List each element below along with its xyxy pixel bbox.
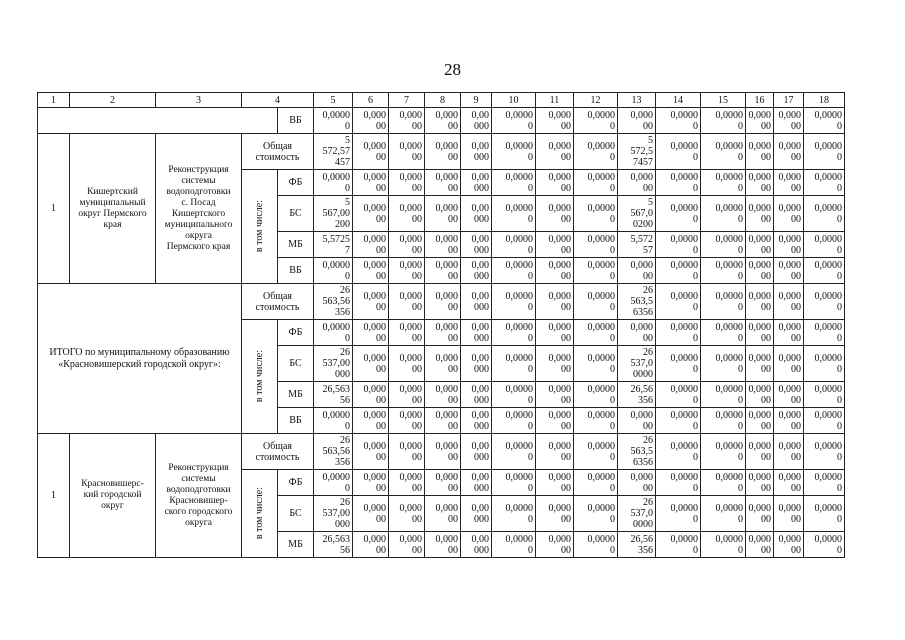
source-label: ФБ xyxy=(278,320,314,346)
col-header: 1 xyxy=(38,93,70,108)
including-label: в том числе: xyxy=(242,170,278,284)
source-label: БС xyxy=(278,346,314,382)
row-number: 1 xyxy=(38,434,70,558)
value-cell: 26 563,5 6356 xyxy=(618,434,656,470)
including-label: в том числе: xyxy=(242,470,278,558)
value-cell: 5,5725 7 xyxy=(314,232,353,258)
value-cell: 0,0000 0 xyxy=(574,258,618,284)
value-cell: 0,0000 0 xyxy=(492,532,536,558)
value-cell: 0,000 00 xyxy=(618,470,656,496)
value-cell: 0,000 00 xyxy=(536,346,574,382)
value-cell: 0,0000 0 xyxy=(574,170,618,196)
value-cell: 0,0000 0 xyxy=(574,408,618,434)
col-header: 3 xyxy=(156,93,242,108)
value-cell: 0,0000 0 xyxy=(701,532,746,558)
project-name: Реконструкция системы водоподготовки с. Посад Кишертского муниципального округа Пермского края xyxy=(156,134,242,284)
budget-table xyxy=(37,92,845,558)
value-cell: 0,0000 0 xyxy=(314,470,353,496)
table-row xyxy=(38,434,845,470)
value-cell: 0,000 00 xyxy=(618,108,656,134)
value-cell: 0,000 00 xyxy=(746,382,774,408)
value-cell: 0,000 00 xyxy=(389,232,425,258)
value-cell: 0,0000 0 xyxy=(701,196,746,232)
value-cell: 26 537,00 000 xyxy=(314,496,353,532)
municipality-name: Красновишерс- кий городской округ xyxy=(70,434,156,558)
source-label: БС xyxy=(278,496,314,532)
value-cell: 0,0000 0 xyxy=(701,434,746,470)
value-cell: 0,000 00 xyxy=(746,196,774,232)
value-cell: 0,0000 0 xyxy=(804,108,845,134)
value-cell: 0,0000 0 xyxy=(804,258,845,284)
value-cell: 0,0000 0 xyxy=(701,408,746,434)
value-cell: 0,000 00 xyxy=(618,408,656,434)
value-cell: 0,00 000 xyxy=(461,258,492,284)
value-cell: 0,000 00 xyxy=(425,196,461,232)
value-cell: 0,00 000 xyxy=(461,382,492,408)
value-cell: 0,000 00 xyxy=(774,232,804,258)
col-header: 6 xyxy=(353,93,389,108)
source-label: ВБ xyxy=(278,108,314,134)
value-cell: 0,0000 0 xyxy=(701,134,746,170)
value-cell: 0,000 00 xyxy=(389,496,425,532)
value-cell: 0,000 00 xyxy=(536,284,574,320)
value-cell: 0,0000 0 xyxy=(574,346,618,382)
value-cell: 0,0000 0 xyxy=(804,434,845,470)
value-cell: 0,000 00 xyxy=(536,320,574,346)
value-cell: 0,0000 0 xyxy=(701,284,746,320)
value-cell: 0,000 00 xyxy=(746,170,774,196)
value-cell: 0,000 00 xyxy=(774,170,804,196)
value-cell: 5 567,0 0200 xyxy=(618,196,656,232)
value-cell: 0,000 00 xyxy=(774,382,804,408)
col-header: 4 xyxy=(242,93,314,108)
value-cell: 26 563,56 356 xyxy=(314,434,353,470)
value-cell: 0,000 00 xyxy=(774,196,804,232)
value-cell: 0,000 00 xyxy=(746,108,774,134)
value-cell: 0,000 00 xyxy=(536,382,574,408)
value-cell: 0,000 00 xyxy=(774,434,804,470)
value-cell: 26,563 56 xyxy=(314,382,353,408)
value-cell: 0,00 000 xyxy=(461,170,492,196)
value-cell: 0,000 00 xyxy=(536,258,574,284)
value-cell: 0,0000 0 xyxy=(701,170,746,196)
value-cell: 0,00 000 xyxy=(461,134,492,170)
value-cell: 0,000 00 xyxy=(746,232,774,258)
value-cell: 0,0000 0 xyxy=(656,108,701,134)
value-cell: 0,000 00 xyxy=(536,134,574,170)
value-cell: 0,000 00 xyxy=(536,196,574,232)
value-cell: 0,0000 0 xyxy=(804,284,845,320)
value-cell: 0,0000 0 xyxy=(804,320,845,346)
value-cell: 0,0000 0 xyxy=(492,382,536,408)
value-cell: 0,0000 0 xyxy=(492,434,536,470)
value-cell: 0,0000 0 xyxy=(656,382,701,408)
col-header: 18 xyxy=(804,93,845,108)
empty-cell xyxy=(38,108,278,134)
col-header: 11 xyxy=(536,93,574,108)
value-cell: 0,000 00 xyxy=(389,196,425,232)
value-cell: 0,0000 0 xyxy=(656,284,701,320)
value-cell: 0,0000 0 xyxy=(574,382,618,408)
value-cell: 0,0000 0 xyxy=(804,196,845,232)
value-cell: 0,000 00 xyxy=(389,134,425,170)
value-cell: 0,0000 0 xyxy=(314,408,353,434)
value-cell: 0,00 000 xyxy=(461,532,492,558)
municipality-name: Кишертский муниципальный округ Пермского края xyxy=(70,134,156,284)
value-cell: 0,0000 0 xyxy=(656,134,701,170)
value-cell: 0,000 00 xyxy=(425,470,461,496)
value-cell: 0,000 00 xyxy=(746,346,774,382)
value-cell: 0,000 00 xyxy=(425,346,461,382)
value-cell: 0,0000 0 xyxy=(574,108,618,134)
col-header: 8 xyxy=(425,93,461,108)
col-header: 13 xyxy=(618,93,656,108)
value-cell: 0,000 00 xyxy=(389,434,425,470)
value-cell: 0,0000 0 xyxy=(492,134,536,170)
value-cell: 0,000 00 xyxy=(353,496,389,532)
value-cell: 5 572,57 457 xyxy=(314,134,353,170)
value-cell: 0,0000 0 xyxy=(656,408,701,434)
table-row xyxy=(38,134,845,170)
value-cell: 0,000 00 xyxy=(353,232,389,258)
value-cell: 26 563,5 6356 xyxy=(618,284,656,320)
value-cell: 0,0000 0 xyxy=(656,496,701,532)
value-cell: 0,000 00 xyxy=(353,320,389,346)
value-cell: 0,000 00 xyxy=(353,532,389,558)
value-cell: 0,00 000 xyxy=(461,108,492,134)
col-header: 10 xyxy=(492,93,536,108)
value-cell: 0,000 00 xyxy=(425,108,461,134)
value-cell: 0,0000 0 xyxy=(492,346,536,382)
value-cell: 0,000 00 xyxy=(425,320,461,346)
value-cell: 0,0000 0 xyxy=(656,470,701,496)
value-cell: 0,0000 0 xyxy=(314,170,353,196)
row-number: 1 xyxy=(38,134,70,284)
header-row xyxy=(38,93,845,108)
source-label: ФБ xyxy=(278,170,314,196)
value-cell: 0,000 00 xyxy=(618,320,656,346)
value-cell: 0,000 00 xyxy=(353,196,389,232)
col-header: 16 xyxy=(746,93,774,108)
col-header: 12 xyxy=(574,93,618,108)
source-label: МБ xyxy=(278,532,314,558)
value-cell: 0,000 00 xyxy=(536,470,574,496)
value-cell: 0,000 00 xyxy=(389,346,425,382)
value-cell: 0,000 00 xyxy=(774,258,804,284)
value-cell: 0,0000 0 xyxy=(314,320,353,346)
value-cell: 0,000 00 xyxy=(425,232,461,258)
value-cell: 0,0000 0 xyxy=(574,532,618,558)
value-cell: 0,000 00 xyxy=(389,320,425,346)
value-cell: 0,0000 0 xyxy=(492,196,536,232)
value-cell: 0,0000 0 xyxy=(492,258,536,284)
value-cell: 0,000 00 xyxy=(353,284,389,320)
value-cell: 0,0000 0 xyxy=(701,346,746,382)
value-cell: 0,0000 0 xyxy=(804,134,845,170)
value-cell: 26 537,00 000 xyxy=(314,346,353,382)
col-header: 14 xyxy=(656,93,701,108)
source-label: ВБ xyxy=(278,258,314,284)
value-cell: 0,0000 0 xyxy=(804,470,845,496)
value-cell: 0,000 00 xyxy=(353,108,389,134)
value-cell: 0,0000 0 xyxy=(804,346,845,382)
total-cost-label: Общая стоимость xyxy=(242,434,314,470)
col-header: 9 xyxy=(461,93,492,108)
value-cell: 26,563 56 xyxy=(314,532,353,558)
value-cell: 0,000 00 xyxy=(746,496,774,532)
value-cell: 0,0000 0 xyxy=(804,382,845,408)
value-cell: 0,0000 0 xyxy=(574,434,618,470)
value-cell: 0,0000 0 xyxy=(574,196,618,232)
value-cell: 0,000 00 xyxy=(425,284,461,320)
including-label: в том числе: xyxy=(242,320,278,434)
value-cell: 26 537,0 0000 xyxy=(618,496,656,532)
value-cell: 0,000 00 xyxy=(618,258,656,284)
source-label: МБ xyxy=(278,232,314,258)
value-cell: 0,0000 0 xyxy=(492,320,536,346)
value-cell: 0,000 00 xyxy=(425,170,461,196)
value-cell: 5 572,5 7457 xyxy=(618,134,656,170)
value-cell: 0,000 00 xyxy=(746,532,774,558)
value-cell: 26 537,0 0000 xyxy=(618,346,656,382)
value-cell: 0,000 00 xyxy=(353,346,389,382)
value-cell: 0,0000 0 xyxy=(574,496,618,532)
table-row xyxy=(38,284,845,320)
value-cell: 0,000 00 xyxy=(774,346,804,382)
value-cell: 0,000 00 xyxy=(389,532,425,558)
value-cell: 0,000 00 xyxy=(774,496,804,532)
value-cell: 0,000 00 xyxy=(425,408,461,434)
value-cell: 0,000 00 xyxy=(389,258,425,284)
value-cell: 0,000 00 xyxy=(774,532,804,558)
value-cell: 0,00 000 xyxy=(461,284,492,320)
value-cell: 0,0000 0 xyxy=(656,532,701,558)
value-cell: 0,0000 0 xyxy=(656,320,701,346)
value-cell: 0,0000 0 xyxy=(804,408,845,434)
value-cell: 0,000 00 xyxy=(774,108,804,134)
source-label: БС xyxy=(278,196,314,232)
value-cell: 0,0000 0 xyxy=(492,408,536,434)
table-row xyxy=(38,108,845,134)
value-cell: 0,000 00 xyxy=(425,382,461,408)
total-cost-label: Общая стоимость xyxy=(242,284,314,320)
value-cell: 0,00 000 xyxy=(461,196,492,232)
value-cell: 0,000 00 xyxy=(425,496,461,532)
value-cell: 0,000 00 xyxy=(536,170,574,196)
total-label: ИТОГО по муниципальному образованию «Красновишерский городской округ»: xyxy=(38,284,242,434)
value-cell: 0,0000 0 xyxy=(656,196,701,232)
value-cell: 0,0000 0 xyxy=(701,320,746,346)
value-cell: 0,00 000 xyxy=(461,408,492,434)
page-number: 28 xyxy=(444,60,461,79)
value-cell: 0,000 00 xyxy=(389,382,425,408)
col-header: 15 xyxy=(701,93,746,108)
value-cell: 0,000 00 xyxy=(746,284,774,320)
value-cell: 0,0000 0 xyxy=(804,170,845,196)
source-label: ФБ xyxy=(278,470,314,496)
value-cell: 0,000 00 xyxy=(536,232,574,258)
value-cell: 0,0000 0 xyxy=(656,258,701,284)
value-cell: 0,000 00 xyxy=(746,434,774,470)
value-cell: 0,000 00 xyxy=(536,434,574,470)
value-cell: 0,000 00 xyxy=(774,134,804,170)
value-cell: 0,000 00 xyxy=(353,170,389,196)
value-cell: 0,000 00 xyxy=(746,470,774,496)
value-cell: 0,00 000 xyxy=(461,496,492,532)
value-cell: 0,000 00 xyxy=(536,532,574,558)
value-cell: 0,000 00 xyxy=(746,408,774,434)
value-cell: 0,000 00 xyxy=(353,434,389,470)
value-cell: 0,000 00 xyxy=(618,170,656,196)
value-cell: 0,000 00 xyxy=(425,258,461,284)
value-cell: 5 567,00 200 xyxy=(314,196,353,232)
value-cell: 0,0000 0 xyxy=(701,258,746,284)
value-cell: 0,0000 0 xyxy=(656,170,701,196)
value-cell: 0,0000 0 xyxy=(656,232,701,258)
value-cell: 0,000 00 xyxy=(389,170,425,196)
value-cell: 0,000 00 xyxy=(425,134,461,170)
col-header: 17 xyxy=(774,93,804,108)
value-cell: 0,00 000 xyxy=(461,346,492,382)
value-cell: 0,00 000 xyxy=(461,232,492,258)
total-cost-label: Общая стоимость xyxy=(242,134,314,170)
value-cell: 0,000 00 xyxy=(746,320,774,346)
value-cell: 0,0000 0 xyxy=(574,232,618,258)
value-cell: 0,0000 0 xyxy=(574,284,618,320)
value-cell: 0,0000 0 xyxy=(314,258,353,284)
value-cell: 0,0000 0 xyxy=(656,346,701,382)
col-header: 5 xyxy=(314,93,353,108)
value-cell: 26,56 356 xyxy=(618,532,656,558)
value-cell: 0,0000 0 xyxy=(492,170,536,196)
col-header: 2 xyxy=(70,93,156,108)
value-cell: 0,0000 0 xyxy=(701,470,746,496)
value-cell: 0,0000 0 xyxy=(701,382,746,408)
value-cell: 0,0000 0 xyxy=(804,496,845,532)
value-cell: 0,000 00 xyxy=(353,258,389,284)
value-cell: 0,0000 0 xyxy=(492,108,536,134)
value-cell: 0,0000 0 xyxy=(656,434,701,470)
value-cell: 0,0000 0 xyxy=(804,532,845,558)
value-cell: 0,0000 0 xyxy=(701,496,746,532)
value-cell: 0,0000 0 xyxy=(804,232,845,258)
value-cell: 0,000 00 xyxy=(389,108,425,134)
value-cell: 0,0000 0 xyxy=(492,284,536,320)
value-cell: 26,56 356 xyxy=(618,382,656,408)
col-header: 7 xyxy=(389,93,425,108)
value-cell: 5,572 57 xyxy=(618,232,656,258)
project-name: Реконструкция системы водоподготовки Красновишер- ского городского округа xyxy=(156,434,242,558)
value-cell: 0,000 00 xyxy=(389,470,425,496)
value-cell: 0,000 00 xyxy=(353,134,389,170)
value-cell: 0,000 00 xyxy=(353,470,389,496)
value-cell: 0,000 00 xyxy=(389,408,425,434)
value-cell: 0,000 00 xyxy=(746,134,774,170)
value-cell: 0,000 00 xyxy=(425,434,461,470)
value-cell: 0,0000 0 xyxy=(701,108,746,134)
value-cell: 0,0000 0 xyxy=(574,134,618,170)
value-cell: 0,0000 0 xyxy=(492,496,536,532)
value-cell: 0,000 00 xyxy=(774,470,804,496)
value-cell: 0,000 00 xyxy=(389,284,425,320)
source-label: МБ xyxy=(278,382,314,408)
value-cell: 0,000 00 xyxy=(353,382,389,408)
value-cell: 0,0000 0 xyxy=(574,470,618,496)
value-cell: 0,000 00 xyxy=(774,408,804,434)
source-label: ВБ xyxy=(278,408,314,434)
value-cell: 0,000 00 xyxy=(746,258,774,284)
value-cell: 0,000 00 xyxy=(353,408,389,434)
value-cell: 0,000 00 xyxy=(425,532,461,558)
value-cell: 0,000 00 xyxy=(536,408,574,434)
value-cell: 26 563,56 356 xyxy=(314,284,353,320)
value-cell: 0,00 000 xyxy=(461,434,492,470)
value-cell: 0,0000 0 xyxy=(701,232,746,258)
value-cell: 0,000 00 xyxy=(536,108,574,134)
value-cell: 0,00 000 xyxy=(461,320,492,346)
value-cell: 0,00 000 xyxy=(461,470,492,496)
value-cell: 0,0000 0 xyxy=(574,320,618,346)
value-cell: 0,0000 0 xyxy=(314,108,353,134)
value-cell: 0,0000 0 xyxy=(492,470,536,496)
value-cell: 0,000 00 xyxy=(774,320,804,346)
value-cell: 0,0000 0 xyxy=(492,232,536,258)
value-cell: 0,000 00 xyxy=(536,496,574,532)
value-cell: 0,000 00 xyxy=(774,284,804,320)
